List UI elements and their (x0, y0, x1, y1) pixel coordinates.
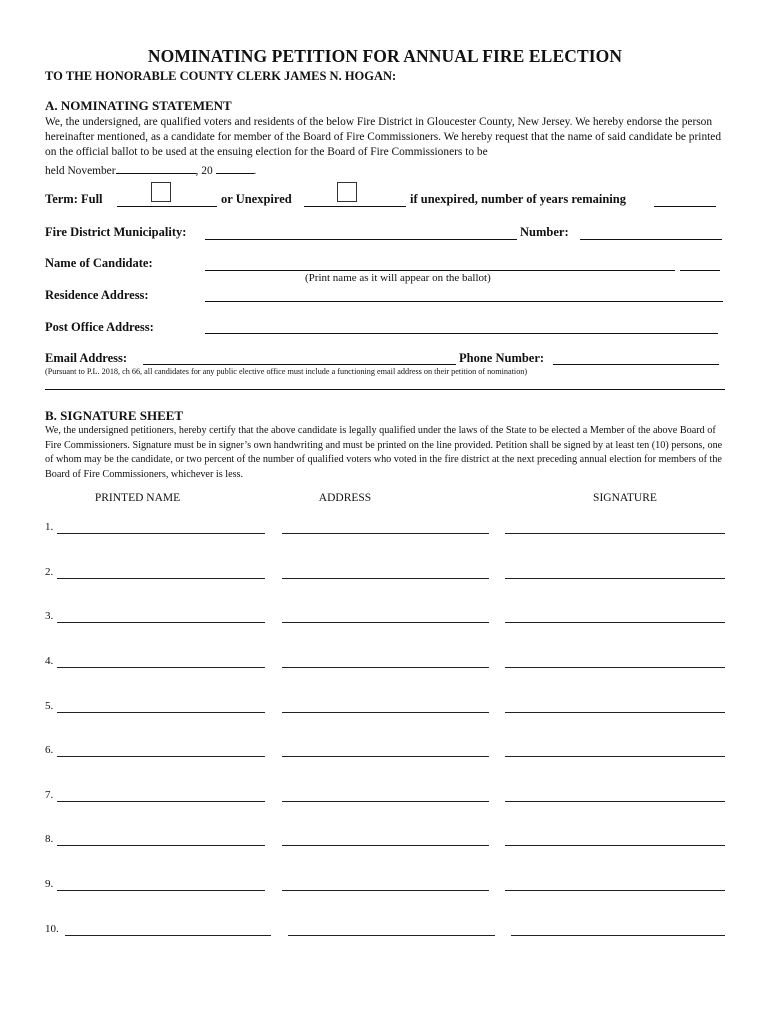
candidate-name-field[interactable] (205, 270, 675, 271)
nominating-statement-paragraph: We, the undersigned, are qualified voters and residents of the below Fire District in Gloucester County, New Jersey. We hereby endorse the person hereinafter mentioned, as a candidate for member of the Board of Fire Commissioners. We hereby request that the name of said candidate be printed on the official ballot to be used at the ensuing election for the Board of Fire Commissioners to be (45, 116, 722, 158)
section-b-heading: B. SIGNATURE SHEET (45, 408, 184, 423)
column-printed-name: PRINTED NAME (94, 492, 181, 504)
term-full-checkbox[interactable] (151, 182, 171, 202)
row-number: 9. (45, 878, 54, 890)
email-address-label: Email Address: (45, 351, 128, 365)
fire-district-field[interactable] (205, 239, 517, 240)
residence-address-field[interactable] (205, 301, 723, 302)
row-number: 4. (45, 655, 54, 667)
row-number: 10. (45, 923, 59, 935)
address-line[interactable] (282, 756, 489, 757)
signature-line[interactable] (505, 845, 725, 846)
term-unexpired-line (304, 206, 406, 207)
district-number-field[interactable] (580, 239, 722, 240)
district-number-label: Number: (520, 225, 569, 239)
address-line[interactable] (282, 890, 489, 891)
printed-name-line[interactable] (57, 890, 265, 891)
printed-name-line[interactable] (57, 712, 265, 713)
row-number: 1. (45, 521, 54, 533)
address-line[interactable] (282, 712, 489, 713)
printed-name-line[interactable] (57, 622, 265, 623)
printed-name-line[interactable] (57, 667, 265, 668)
term-full-label: Term: Full (45, 192, 103, 206)
term-full-line (117, 206, 217, 207)
held-end: . (253, 165, 257, 177)
address-line[interactable] (282, 533, 489, 534)
years-remaining-label: if unexpired, number of years remaining (410, 192, 626, 206)
printed-name-line[interactable] (57, 801, 265, 802)
email-address-field[interactable] (143, 364, 456, 365)
printed-name-line[interactable] (57, 845, 265, 846)
post-office-address-field[interactable] (205, 333, 718, 334)
signature-row (45, 521, 735, 537)
signature-row (45, 744, 735, 760)
signature-row (45, 878, 735, 894)
signature-line[interactable] (505, 801, 725, 802)
section-a-heading: A. NOMINATING STATEMENT (45, 98, 232, 113)
address-line[interactable] (282, 578, 489, 579)
address-line[interactable] (282, 845, 489, 846)
phone-number-label: Phone Number: (459, 351, 545, 365)
fire-district-label: Fire District Municipality: (45, 225, 187, 239)
email-requirement-note: (Pursuant to P.L. 2018, ch 66, all candidates for any public elective office must include a functioning email address on their petition of nomination) (45, 367, 528, 376)
address-line[interactable] (282, 622, 489, 623)
held-day-field[interactable] (116, 161, 196, 174)
printed-name-line[interactable] (57, 756, 265, 757)
signature-line[interactable] (505, 890, 725, 891)
nominating-statement-text (45, 115, 725, 160)
address-line[interactable] (288, 935, 495, 936)
address-line[interactable] (282, 667, 489, 668)
signature-row (45, 700, 735, 716)
column-address: ADDRESS (318, 492, 372, 504)
page-title: NOMINATING PETITION FOR ANNUAL FIRE ELECTION (147, 46, 623, 66)
signature-line[interactable] (505, 622, 725, 623)
signature-line[interactable] (511, 935, 725, 936)
signature-row (45, 923, 735, 939)
term-unexpired-checkbox[interactable] (337, 182, 357, 202)
signature-line[interactable] (505, 667, 725, 668)
signature-line[interactable] (505, 533, 725, 534)
signature-sheet-paragraph: We, the undersigned petitioners, hereby certify that the above candidate is legally qualified under the laws of the State to be elected a Member of the above Board of Fire Commissioners. Signature must be in signer’s own handwriting and must be printed on the line provided. Petition shall be signed by at least ten (10) persons, one of whom may be the candidate, or two percent of the number of qualified voters who voted in the fire district at the next preceding annual election for members of the Board of Fire Commissioners, whichever is less. (45, 425, 723, 480)
held-prefix: held November (45, 165, 116, 177)
held-mid: , 20 (195, 165, 213, 177)
printed-name-line[interactable] (65, 935, 271, 936)
candidate-name-label: Name of Candidate: (45, 256, 153, 270)
signature-row (45, 566, 735, 582)
signature-row (45, 655, 735, 671)
signature-row (45, 610, 735, 626)
printed-name-line[interactable] (57, 578, 265, 579)
row-number: 5. (45, 700, 54, 712)
signature-line[interactable] (505, 578, 725, 579)
row-number: 3. (45, 610, 54, 622)
residence-address-label: Residence Address: (45, 288, 149, 302)
row-number: 2. (45, 566, 54, 578)
signature-line[interactable] (505, 756, 725, 757)
section-divider (45, 389, 725, 390)
signature-row (45, 833, 735, 849)
phone-number-field[interactable] (553, 364, 719, 365)
row-number: 7. (45, 789, 54, 801)
addressee: TO THE HONORABLE COUNTY CLERK JAMES N. HOGAN: (45, 69, 397, 83)
term-unexpired-label: or Unexpired (221, 192, 292, 206)
signature-row (45, 789, 735, 805)
signature-line[interactable] (505, 712, 725, 713)
printed-name-line[interactable] (57, 533, 265, 534)
print-name-note: (Print name as it will appear on the ballot) (305, 272, 491, 284)
address-line[interactable] (282, 801, 489, 802)
row-number: 8. (45, 833, 54, 845)
column-signature: SIGNATURE (593, 492, 657, 504)
years-remaining-field[interactable] (654, 206, 716, 207)
post-office-address-label: Post Office Address: (45, 320, 154, 334)
row-number: 6. (45, 744, 54, 756)
held-year-field[interactable] (216, 161, 254, 174)
candidate-name-field-end (680, 270, 720, 271)
held-date-line (45, 161, 256, 179)
